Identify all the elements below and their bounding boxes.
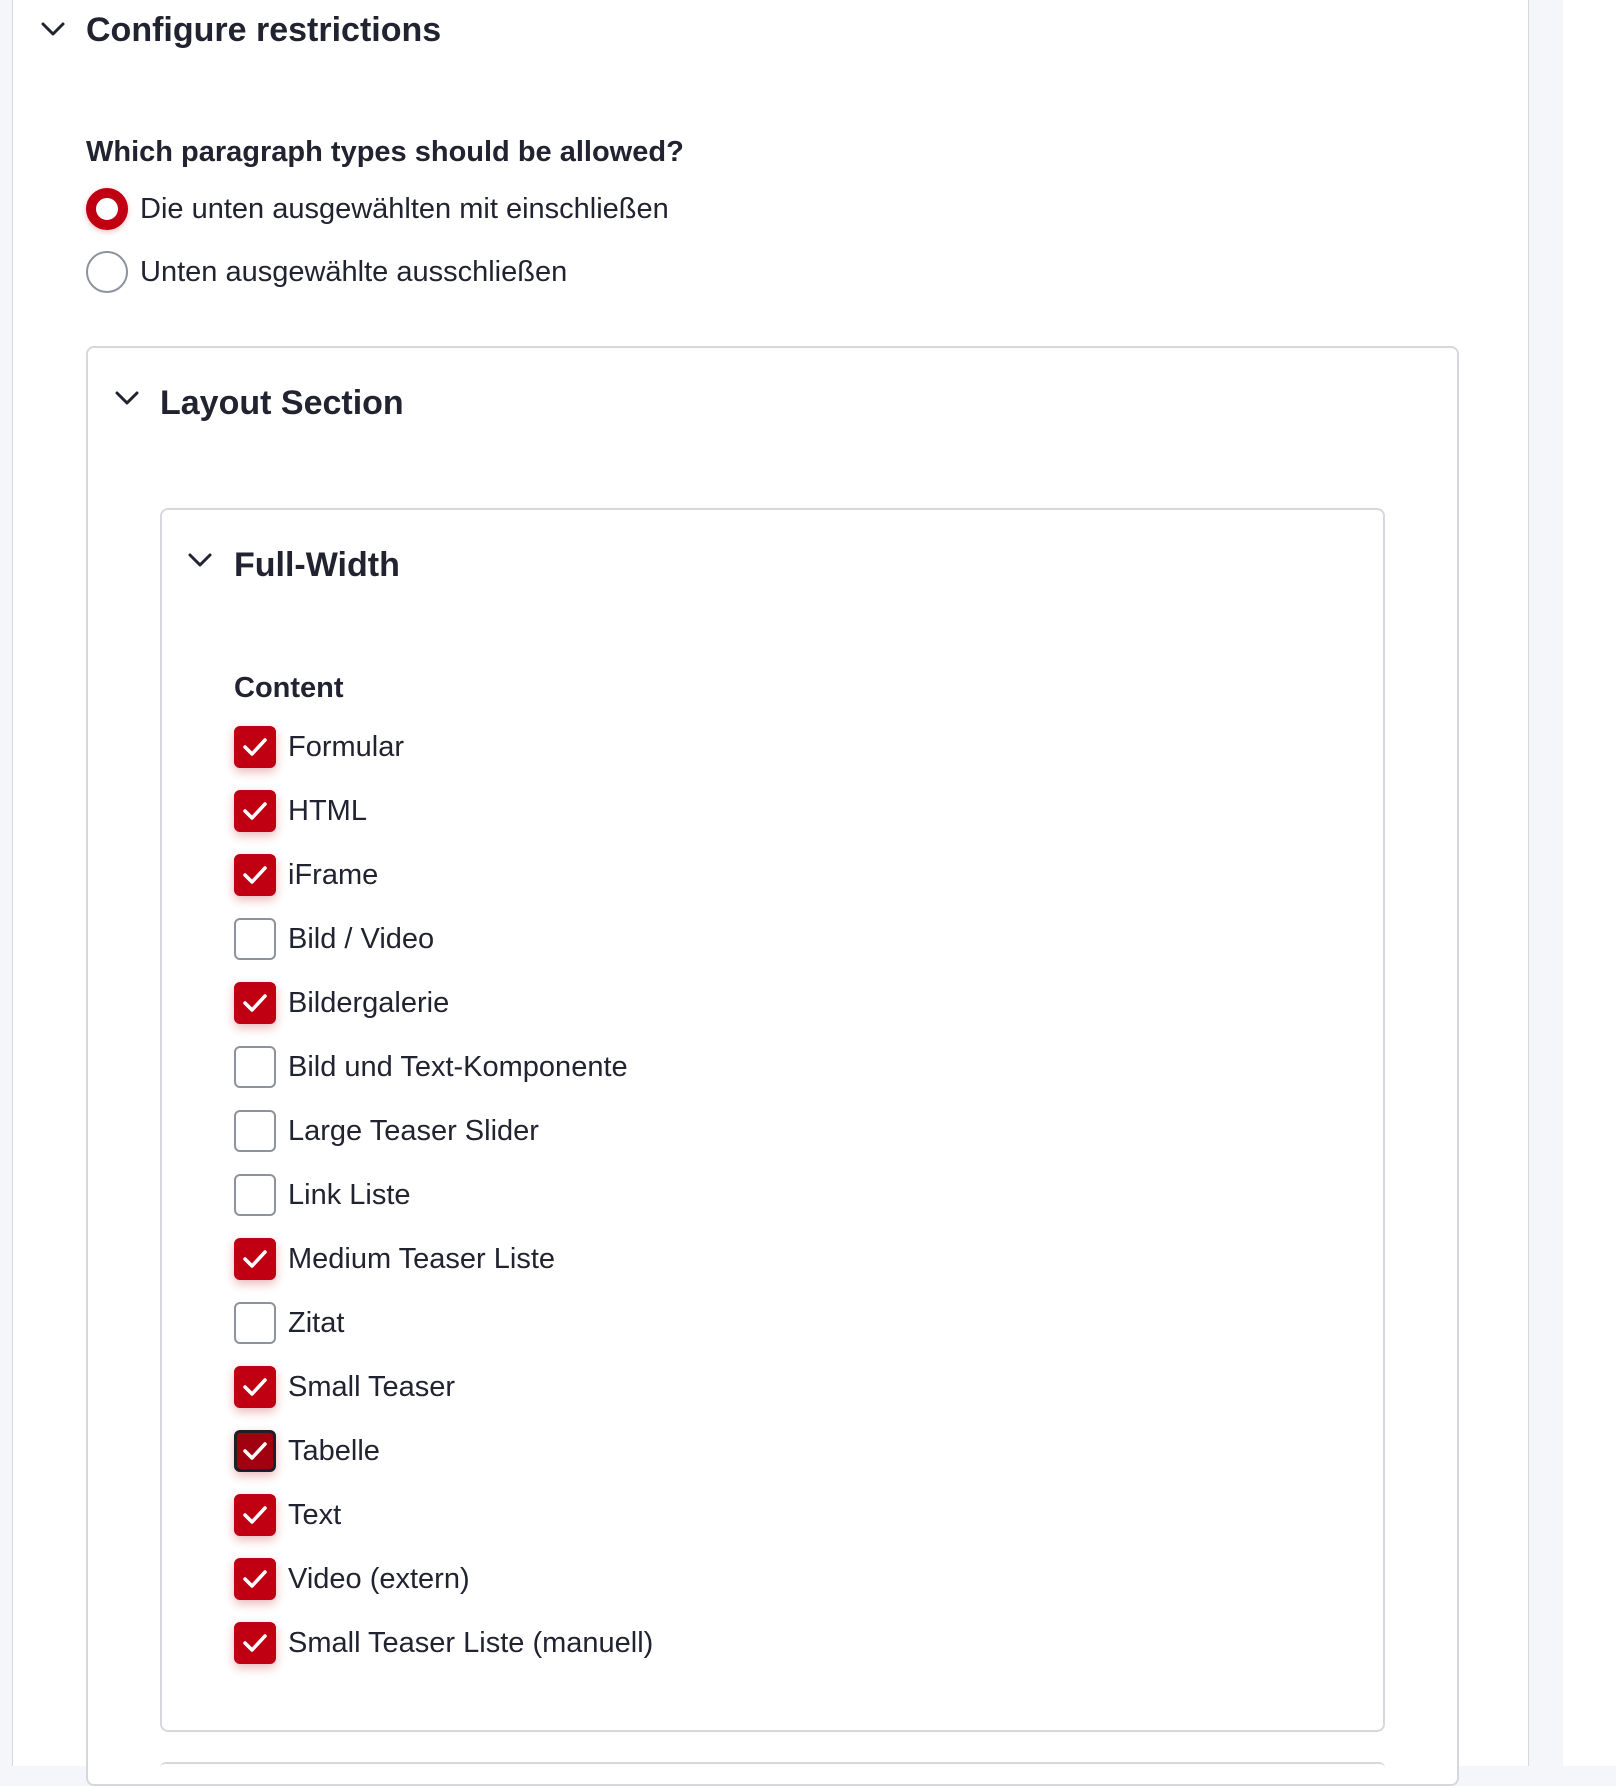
configure-restrictions-toggle[interactable]: Configure restrictions — [86, 11, 442, 49]
right-panel-edge — [1563, 0, 1616, 1766]
checkbox[interactable] — [234, 790, 276, 832]
checkbox-label[interactable]: Zitat — [288, 1307, 345, 1339]
checkbox[interactable] — [234, 854, 276, 896]
checkbox-label[interactable]: Small Teaser — [288, 1371, 456, 1403]
radio-include[interactable] — [86, 188, 128, 230]
content-checkbox-item[interactable] — [234, 1430, 653, 1494]
content-group-label: Content — [234, 672, 344, 704]
content-checkbox-item[interactable] — [234, 1494, 653, 1558]
checkbox-label[interactable]: HTML — [288, 795, 367, 827]
chevron-down-icon[interactable] — [114, 385, 140, 411]
checkbox[interactable] — [234, 1366, 276, 1408]
layout-section-toggle[interactable]: Layout Section — [160, 384, 404, 422]
checkbox[interactable] — [234, 1302, 276, 1344]
content-checkbox-item[interactable] — [234, 790, 653, 854]
radio-include-label[interactable]: Die unten ausgewählten mit einschließen — [140, 193, 669, 225]
content-checkbox-item[interactable] — [234, 1174, 653, 1238]
content-checkbox-list — [234, 726, 653, 1686]
checkbox-label[interactable]: Bild / Video — [288, 923, 435, 955]
content-checkbox-item[interactable] — [234, 726, 653, 790]
checkbox-label[interactable]: Small Teaser Liste (manuell) — [288, 1627, 654, 1659]
content-checkbox-item[interactable] — [234, 1046, 653, 1110]
content-checkbox-item[interactable] — [234, 1622, 653, 1686]
radio-include-option[interactable] — [86, 188, 669, 230]
content-checkbox-item[interactable] — [234, 1302, 653, 1366]
content-checkbox-item[interactable] — [234, 854, 653, 918]
checkbox-label[interactable]: Medium Teaser Liste — [288, 1243, 556, 1275]
checkbox-label[interactable]: Video (extern) — [288, 1563, 470, 1595]
checkbox-label[interactable]: Link Liste — [288, 1179, 411, 1211]
checkbox-label[interactable]: Bildergalerie — [288, 987, 450, 1019]
checkbox[interactable] — [234, 1110, 276, 1152]
checkbox[interactable] — [234, 982, 276, 1024]
checkbox-label[interactable]: Bild und Text-Komponente — [288, 1051, 628, 1083]
paragraph-types-question: Which paragraph types should be allowed? — [86, 136, 684, 168]
checkbox[interactable] — [234, 1174, 276, 1216]
checkbox[interactable] — [234, 1558, 276, 1600]
content-checkbox-item[interactable] — [234, 1238, 653, 1302]
radio-exclude[interactable] — [86, 251, 128, 293]
content-checkbox-item[interactable] — [234, 1366, 653, 1430]
chevron-down-icon[interactable] — [187, 547, 213, 573]
checkbox-label[interactable]: Formular — [288, 731, 405, 763]
checkbox-label[interactable]: Large Teaser Slider — [288, 1115, 539, 1147]
checkbox-label[interactable]: Text — [288, 1499, 342, 1531]
checkbox[interactable] — [234, 1430, 276, 1472]
radio-exclude-option[interactable] — [86, 251, 567, 293]
checkbox[interactable] — [234, 1494, 276, 1536]
checkbox[interactable] — [234, 726, 276, 768]
checkbox[interactable] — [234, 1046, 276, 1088]
full-width-toggle[interactable]: Full-Width — [234, 546, 400, 584]
content-checkbox-item[interactable] — [234, 918, 653, 982]
content-checkbox-item[interactable] — [234, 1110, 653, 1174]
checkbox[interactable] — [234, 918, 276, 960]
content-checkbox-item[interactable] — [234, 982, 653, 1046]
next-section-edge — [160, 1762, 1385, 1768]
checkbox[interactable] — [234, 1622, 276, 1664]
content-checkbox-item[interactable] — [234, 1558, 653, 1622]
chevron-down-icon[interactable] — [40, 16, 66, 42]
checkbox[interactable] — [234, 1238, 276, 1280]
checkbox-label[interactable]: Tabelle — [288, 1435, 380, 1467]
checkbox-label[interactable]: iFrame — [288, 859, 379, 891]
radio-exclude-label[interactable]: Unten ausgewählte ausschließen — [140, 256, 568, 288]
